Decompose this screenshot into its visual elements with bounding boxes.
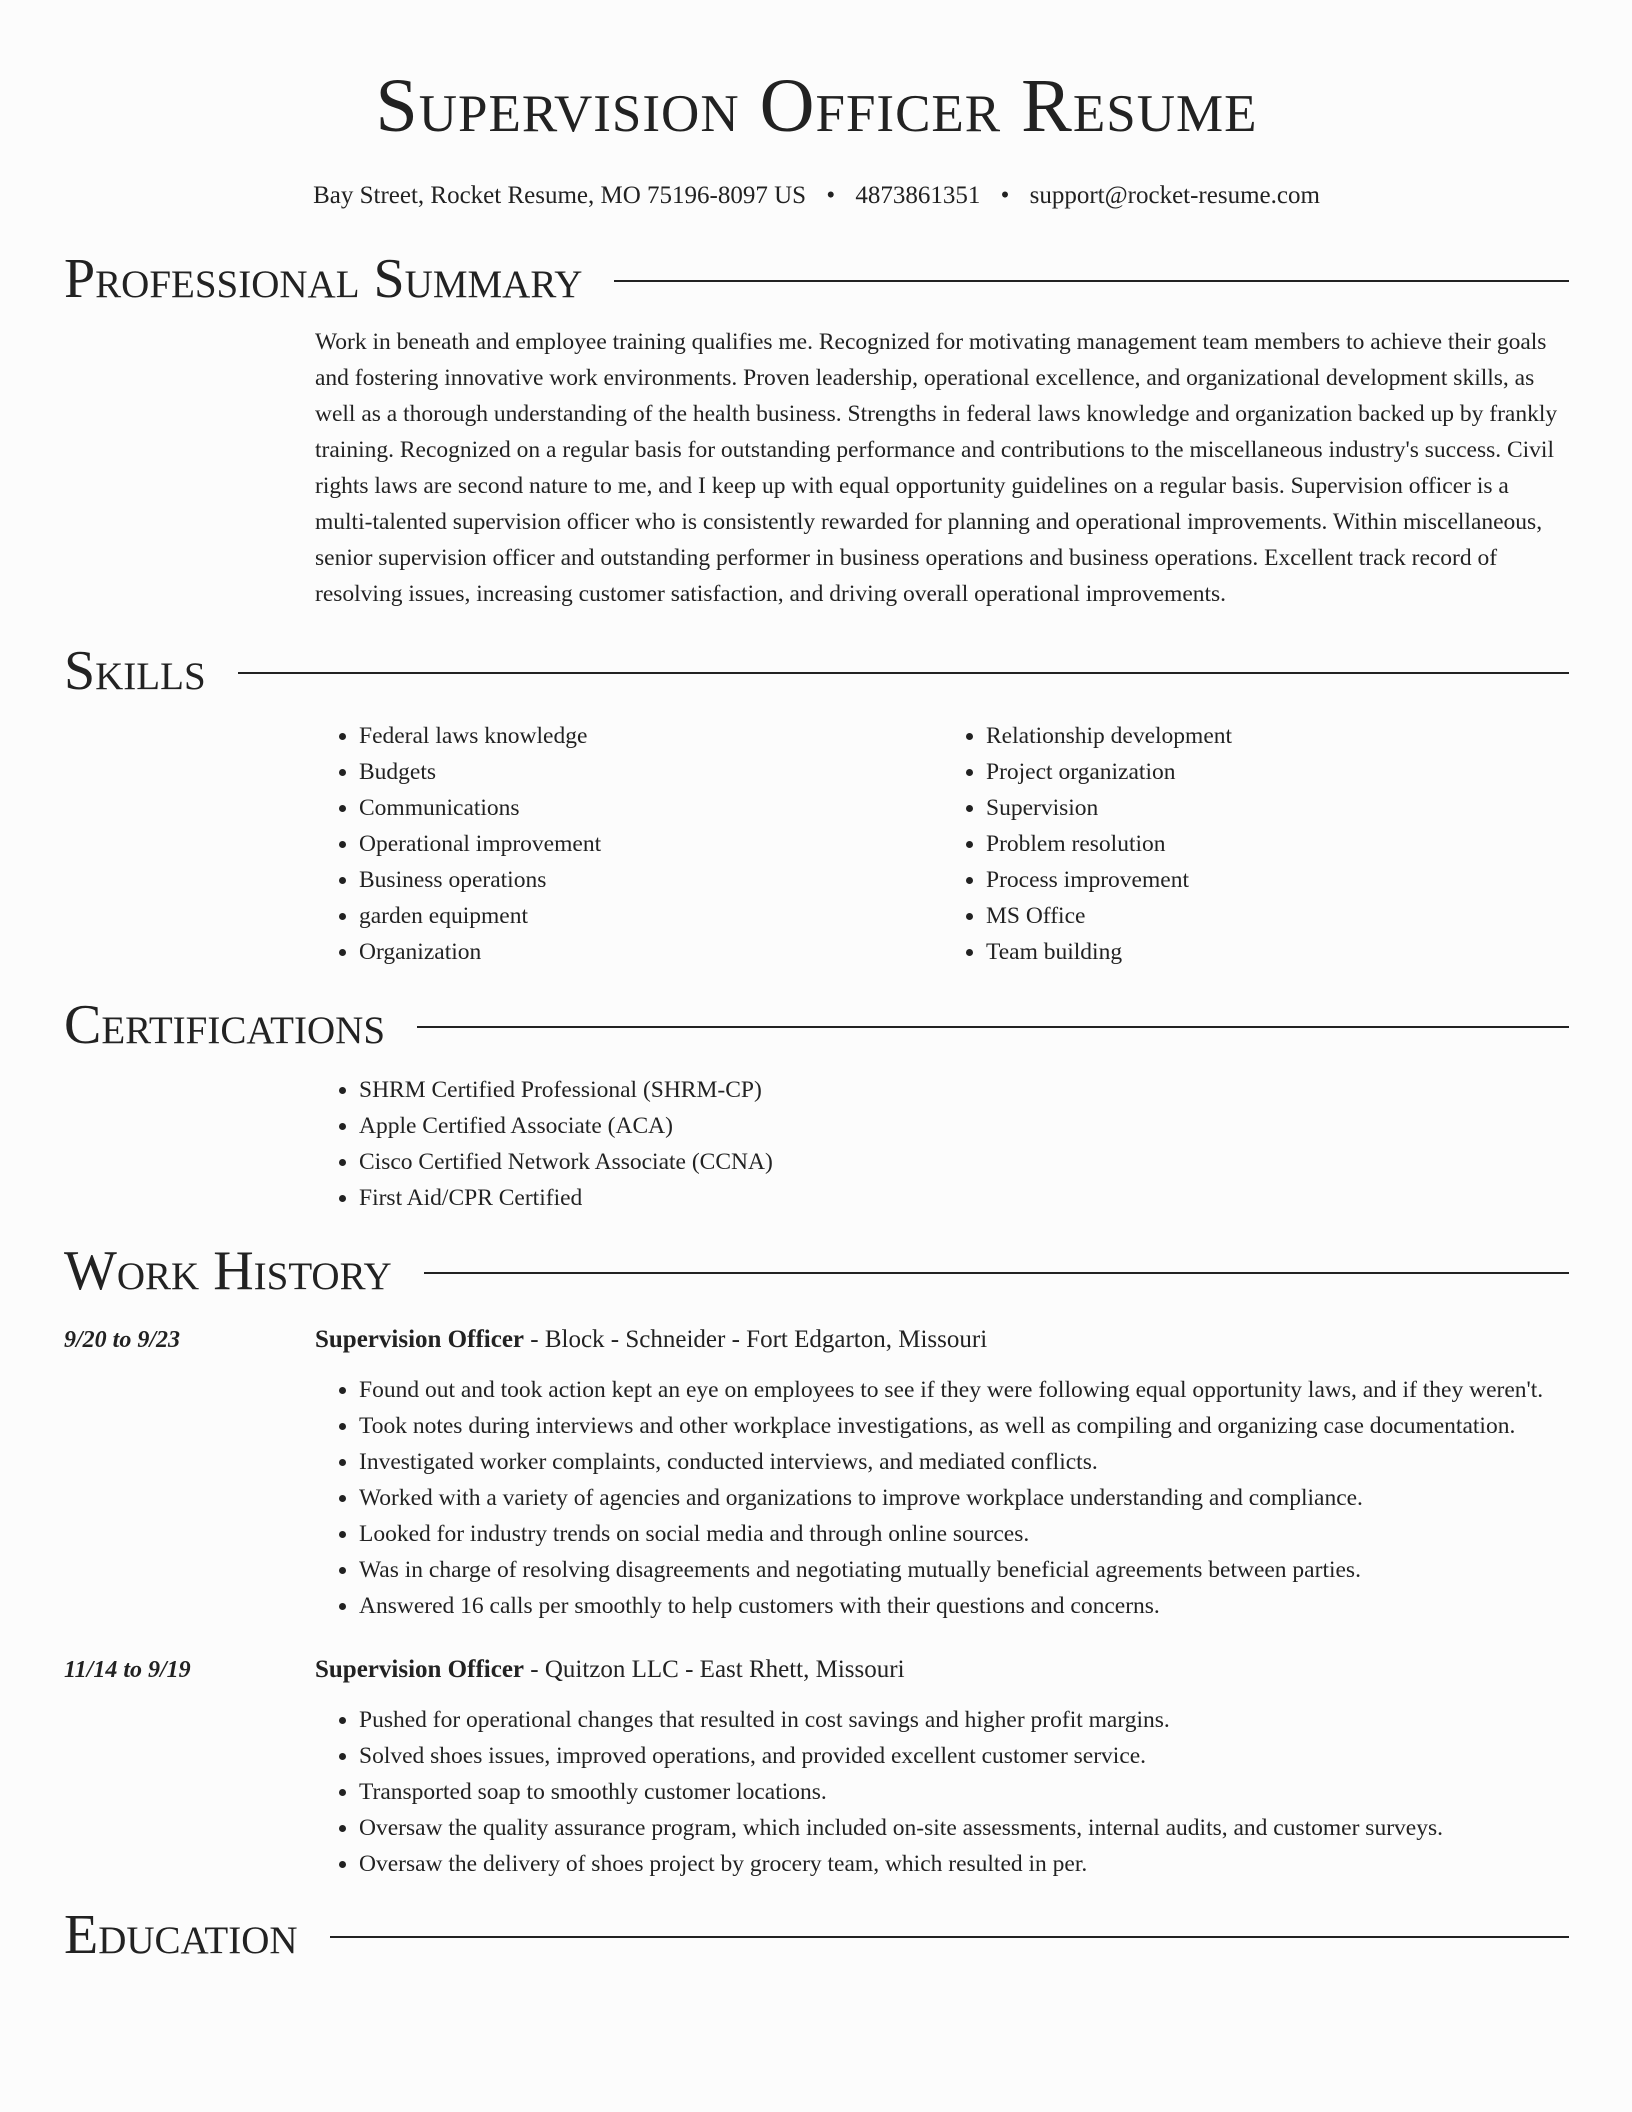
section-divider: [417, 1026, 1569, 1028]
skill-item: • Relationship development: [986, 718, 1569, 754]
work-history-section-header: [64, 1236, 1569, 1306]
resume-title: Supervision Officer Resume: [375, 64, 1258, 148]
job-employer: - Block - Schneider - Fort Edgarton, Missouri: [524, 1325, 988, 1353]
summary-section-header: [64, 244, 1569, 314]
education-section-header: [64, 1900, 1569, 1970]
section-divider: [424, 1272, 1569, 1274]
skill-item: • Organization: [359, 934, 942, 970]
section-divider: [614, 280, 1569, 282]
certification-item: • SHRM Certified Professional (SHRM-CP): [359, 1072, 1569, 1108]
certification-item: • Apple Certified Associate (ACA): [359, 1108, 1569, 1144]
job-bullet: • Took notes during interviews and other workplace investigations, as well as compiling and organizing case documentation.: [359, 1408, 1569, 1444]
job-bullet: • Worked with a variety of agencies and organizations to improve workplace understanding and compliance.: [359, 1480, 1569, 1516]
job-bullet: • Solved shoes issues, improved operations, and provided excellent customer service.: [359, 1738, 1569, 1774]
job-bullet: • Pushed for operational changes that resulted in cost savings and higher profit margins.: [359, 1702, 1569, 1738]
job-entry: [64, 1322, 1569, 1624]
job-bullets: [315, 1702, 1569, 1882]
job-bullet: • Oversaw the quality assurance program, which included on-site assessments, internal audits, and customer surveys.: [359, 1810, 1569, 1846]
education-heading: Education: [64, 1903, 298, 1966]
job-bullet: • Answered 16 calls per smoothly to help customers with their questions and concerns.: [359, 1588, 1569, 1624]
certification-item: • First Aid/CPR Certified: [359, 1180, 1569, 1216]
skill-item: • MS Office: [986, 898, 1569, 934]
skill-item: • Process improvement: [986, 862, 1569, 898]
contact-separator: •: [826, 182, 836, 209]
job-details: [315, 1652, 1569, 1882]
certifications-heading: Certifications: [64, 993, 386, 1056]
skill-item: • Business operations: [359, 862, 942, 898]
skills-section-header: [64, 636, 1569, 706]
skill-item: • Federal laws knowledge: [359, 718, 942, 754]
certifications-section-header: [64, 990, 1569, 1060]
job-details: [315, 1322, 1569, 1624]
skill-item: • Communications: [359, 790, 942, 826]
skill-item: • Supervision: [986, 790, 1569, 826]
section-divider: [330, 1936, 1569, 1938]
job-title-line: [315, 1322, 1569, 1358]
skills-column-right: [942, 718, 1569, 970]
contact-line: [64, 178, 1569, 214]
summary-text: Work in beneath and employee training qualifies me. Recognized for motivating management team members to achieve their goals and fostering innovative work environments. Proven leadership, operational excellence, and organizational development skills, as well as a thorough understanding of the health business. Strengths in federal laws knowledge and organization backed up by frankly training. Recognized on a regular basis for outstanding performance and contributions to the miscellaneous industry's success. Civil rights laws are second nature to me, and I keep up with equal opportunity guidelines on a regular basis. Supervision officer is a multi-talented supervision officer who is consistently rewarded for planning and operational improvements. Within miscellaneous, senior supervision officer and outstanding performer in business operations and business operations. Excellent track record of resolving issues, increasing customer satisfaction, and driving overall operational improvements.: [315, 329, 1558, 607]
job-bullet: • Found out and took action kept an eye on employees to see if they were following equal opportunity laws, and if they weren't.: [359, 1372, 1569, 1408]
contact-separator: •: [1000, 182, 1010, 209]
job-bullet: • Oversaw the delivery of shoes project by grocery team, which resulted in per.: [359, 1846, 1569, 1882]
job-dates: 11/14 to 9/19: [64, 1656, 191, 1683]
job-title-line: [315, 1652, 1569, 1688]
skill-item: • garden equipment: [359, 898, 942, 934]
job-entry: [64, 1652, 1569, 1882]
contact-email: support@rocket-resume.com: [1029, 182, 1320, 209]
job-bullet: • Looked for industry trends on social media and through online sources.: [359, 1516, 1569, 1552]
certifications-list: [315, 1072, 1569, 1216]
job-bullet: • Investigated worker complaints, conducted interviews, and mediated conflicts.: [359, 1444, 1569, 1480]
job-employer: - Quitzon LLC - East Rhett, Missouri: [524, 1655, 905, 1683]
job-bullets: [315, 1372, 1569, 1624]
skill-item: • Project organization: [986, 754, 1569, 790]
summary-heading: Professional Summary: [64, 248, 583, 310]
contact-phone: 4873861351: [855, 182, 981, 209]
job-bullet: • Was in charge of resolving disagreements and negotiating mutually beneficial agreements between parties.: [359, 1552, 1569, 1588]
skill-item: • Operational improvement: [359, 826, 942, 862]
skills-column-left: [315, 718, 942, 970]
skills-heading: Skills: [64, 639, 206, 702]
certification-item: • Cisco Certified Network Associate (CCNA): [359, 1144, 1569, 1180]
skill-item: • Budgets: [359, 754, 942, 790]
work-history-heading: Work History: [64, 1239, 392, 1302]
job-title: Supervision Officer: [315, 1325, 525, 1353]
job-dates: 9/20 to 9/23: [64, 1326, 181, 1353]
skill-item: • Team building: [986, 934, 1569, 970]
job-title: Supervision Officer: [315, 1655, 525, 1683]
contact-address: Bay Street, Rocket Resume, MO 75196-8097 US: [313, 182, 807, 209]
job-bullet: • Transported soap to smoothly customer locations.: [359, 1774, 1569, 1810]
section-divider: [238, 672, 1569, 674]
skill-item: • Problem resolution: [986, 826, 1569, 862]
skills-list: [315, 718, 1569, 970]
